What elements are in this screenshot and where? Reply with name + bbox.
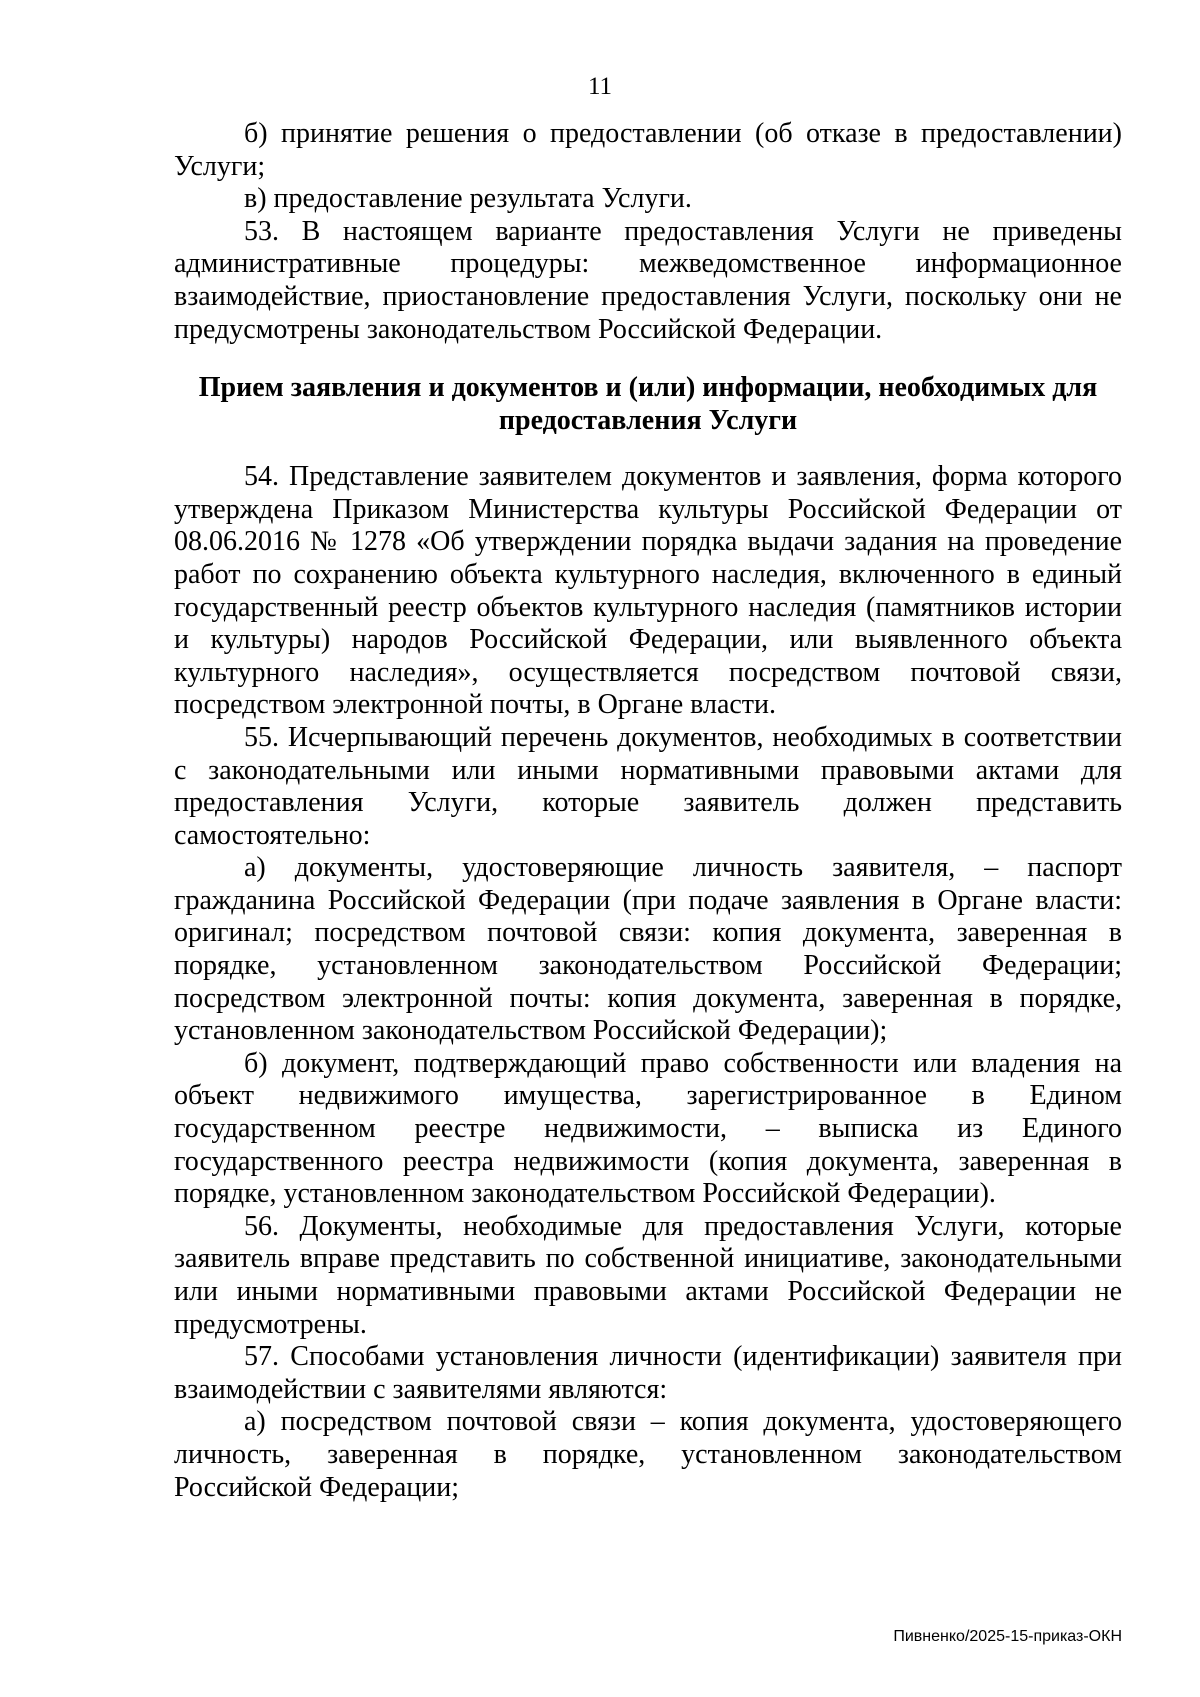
paragraph-55-a: а) документы, удостоверяющие личность заявителя, – паспорт гражданина Российской Федерации (при подаче заявления в Органе власти: оригинал; посредством почтовой связи: копия документа, заверенная в порядке, установленном законодательством Российской Федерации; посредством электронной почты: копия документа, заверенная в порядке, установленном законодательством Российской Федерации); bbox=[174, 852, 1122, 1047]
paragraph-56: 56. Документы, необходимые для предоставления Услуги, которые заявитель вправе представить по собственной инициативе, законодательными или иными нормативными правовыми актами Российской Федерации не предусмотрены. bbox=[174, 1210, 1122, 1340]
paragraph-53: 53. В настоящем варианте предоставления Услуги не приведены административные процедуры: межведомственное информационное взаимодействие, приостановление предоставления Услуги, поскольку они не предусмотрены законодательством Российской Федерации. bbox=[174, 215, 1122, 345]
document-body bbox=[174, 118, 1122, 1504]
paragraph-57-a: а) посредством почтовой связи – копия документа, удостоверяющего личность, заверенная в порядке, установленном законодательством Российской Федерации; bbox=[174, 1406, 1122, 1503]
paragraph-55-b: б) документ, подтверждающий право собственности или владения на объект недвижимого имущества, зарегистрированное в Едином государственном реестре недвижимости, – выписка из Единого государственного реестра недвижимости (копия документа, заверенная в порядке, установленном законодательством Российской Федерации). bbox=[174, 1047, 1122, 1210]
paragraph-55: 55. Исчерпывающий перечень документов, необходимых в соответствии с законодательными или иными нормативными правовыми актами для предоставления Услуги, которые заявитель должен представить самостоятельно: bbox=[174, 721, 1122, 851]
section-heading-line1: Прием заявления и документов и (или) информации, необходимых для bbox=[198, 372, 1098, 404]
paragraph-57: 57. Способами установления личности (идентификации) заявителя при взаимодействии с заявителями являются: bbox=[174, 1341, 1122, 1405]
section-heading-line2: предоставления Услуги bbox=[498, 405, 798, 437]
page-number: 11 bbox=[587, 73, 613, 100]
section-heading bbox=[174, 371, 1122, 437]
paragraph-54: 54. Представление заявителем документов и заявления, форма которого утверждена Приказом Министерства культуры Российской Федерации от 08.06.2016 № 1278 «Об утверждении порядка выдачи задания на проведение работ по сохранению объекта культурного наследия, включенного в единый государственный реестр объектов культурного наследия (памятников истории и культуры) народов Российской Федерации, или выявленного объекта культурного наследия», осуществляется посредством почтовой связи, посредством электронной почты, в Органе власти. bbox=[174, 461, 1122, 721]
paragraph-b-decision: б) принятие решения о предоставлении (об отказе в предоставлении) Услуги; bbox=[174, 118, 1122, 182]
paragraph-v-result: в) предоставление результата Услуги. bbox=[244, 183, 692, 215]
document-footer-id: Пивненко/2025-15-приказ-ОКН bbox=[893, 1628, 1122, 1645]
